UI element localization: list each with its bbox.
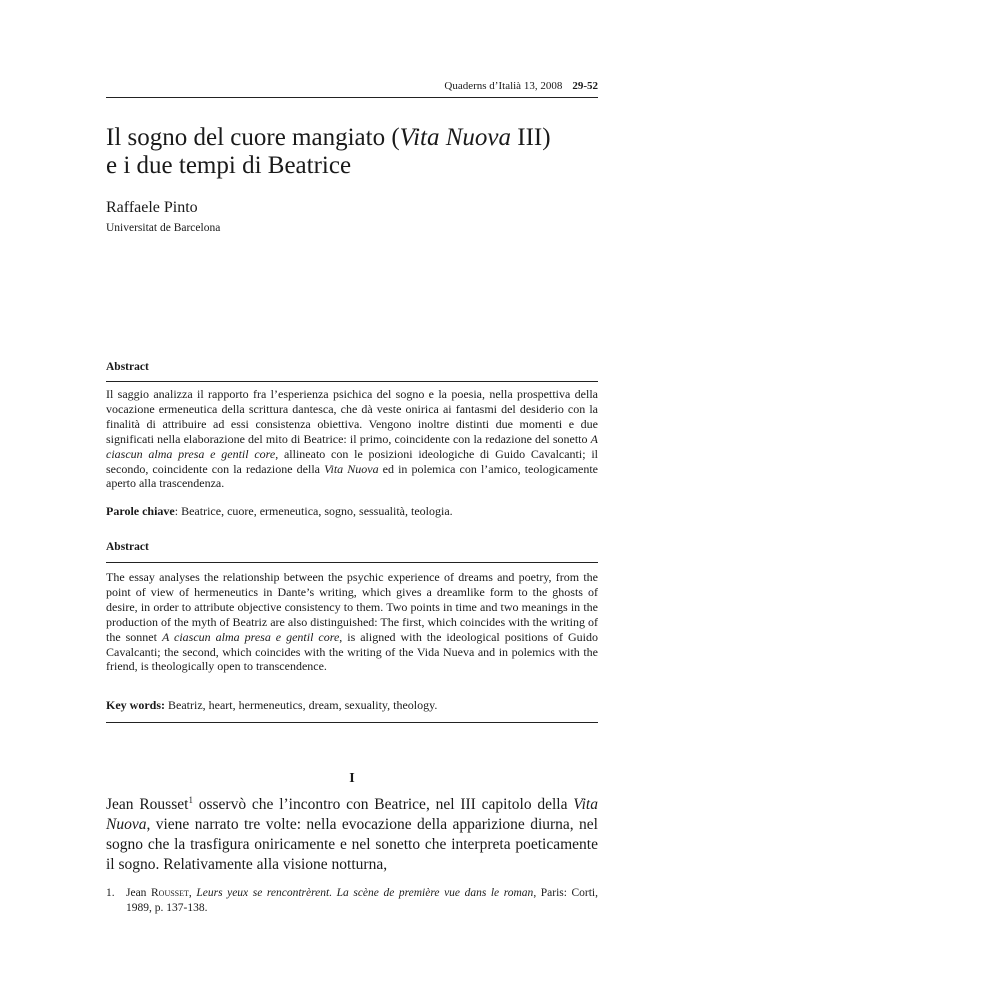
- footnote-number: 1.: [106, 887, 115, 899]
- body-text-part3: , viene narrato tre volte: nella evocazione della apparizione diurna, nel sogno che la trasfigura oniricamente e nel sonetto che interpreta poeticamente il sogno. Relativamente alla visione notturna,: [106, 816, 598, 873]
- body-text-italic: Vita Nuova: [106, 796, 598, 833]
- abstract-end-rule: [106, 722, 598, 723]
- keywords-label-it: Parole chiave: [106, 504, 175, 518]
- abstract-text-en: [106, 570, 598, 674]
- footnote-author-last: Rousset: [151, 887, 189, 899]
- abstract-it-part1: Il saggio analizza il rapporto fra l’esperienza psichica del sogno e la poesia, nella prospettiva della vocazione ermeneutica della scrittura dantesca, che dà veste onirica ai fantasmi del desiderio con la finalità di attribuire ad essi consistenza obiettiva. Vengono inoltre distinti due momenti e due significati nella elaborazione del mito di Beatrice: il primo, coincidente con la redazione del sonetto: [106, 387, 598, 446]
- body-text-part1: Jean Rousset: [106, 796, 189, 813]
- abstract-rule-en: [106, 562, 598, 563]
- title-line-2: e i due tempi di Beatrice: [106, 152, 352, 179]
- section-number: I: [349, 771, 355, 786]
- abstract-it-part2: , allineato con le posizioni ideologiche di Guido Cavalcanti; il secondo, coincidente con la redazione della: [106, 446, 598, 476]
- keywords-it: [106, 504, 598, 519]
- body-text-part2: osservò che l’incontro con Beatrice, nel III capitolo della: [192, 796, 574, 813]
- author-affiliation: Universitat de Barcelona: [106, 222, 221, 234]
- title-text-suffix: III): [511, 124, 551, 151]
- abstract-rule-it: [106, 381, 598, 382]
- abstract-text-it: [106, 387, 598, 491]
- footnote-rest: , Paris: Corti, 1989, p. 137-138.: [126, 887, 599, 914]
- abstract-en-part2: , is aligned with the ideological positions of Guido Cavalcanti; the second, which coincides with the writing of the Vida Nueva and in polemics with the friend, is theologically open to transcendence.: [106, 629, 598, 674]
- keywords-list-en: Beatriz, heart, hermeneutics, dream, sexuality, theology.: [165, 698, 438, 712]
- abstract-heading-en: Abstract: [106, 541, 149, 553]
- abstract-it-italic1: A ciascun alma presa e gentil core: [106, 431, 598, 461]
- title-text: Il sogno del cuore mangiato (: [106, 124, 400, 151]
- footnote-ref[interactable]: 1: [188, 795, 193, 805]
- author-name: Raffaele Pinto: [106, 199, 198, 216]
- body-paragraph: [106, 795, 598, 875]
- footnote-author-first: Jean: [126, 887, 151, 899]
- abstract-en-part1: The essay analyses the relationship between the psychic experience of dreams and poetry, from the point of view of hermeneutics in Dante’s writing, which gives a dreamlike form to the ghosts of desire, in order to attribute objective consistency to them. Two points in time and two meanings in the production of the myth of Beatriz are also distinguished: The first, which coincides with the writing of the sonnet: [106, 570, 598, 644]
- journal-name: Quaderns d’Italià 13, 2008: [444, 80, 563, 92]
- footnote-text: Jean Rousset, Leurs yeux se rencontrèrent. La scène de première vue dans le roman, Paris: Corti, 1989, p. 137-138.: [126, 887, 599, 914]
- keywords-list-it: : Beatrice, cuore, ermeneutica, sogno, sessualità, teologia.: [174, 504, 453, 518]
- abstract-heading-it: Abstract: [106, 361, 149, 373]
- abstract-it-italic2: Vita Nuova: [324, 461, 379, 476]
- page-range: 29-52: [572, 80, 598, 92]
- article-title: [106, 124, 666, 180]
- keywords-en: [106, 698, 598, 713]
- abstract-en-italic1: A ciascun alma presa e gentil core: [161, 629, 340, 644]
- footnote-title: Leurs yeux se rencontrèrent. La scène de première vue dans le roman: [196, 887, 534, 899]
- title-italic: Vita Nuova: [399, 124, 511, 151]
- keywords-label-en: Key words:: [106, 698, 165, 712]
- footnote: [106, 886, 598, 915]
- abstract-it-part3: ed in polemica con l’amico, teologicamente aperto alla trascendenza.: [106, 461, 599, 491]
- header-rule: [106, 97, 598, 98]
- running-head: [106, 80, 598, 92]
